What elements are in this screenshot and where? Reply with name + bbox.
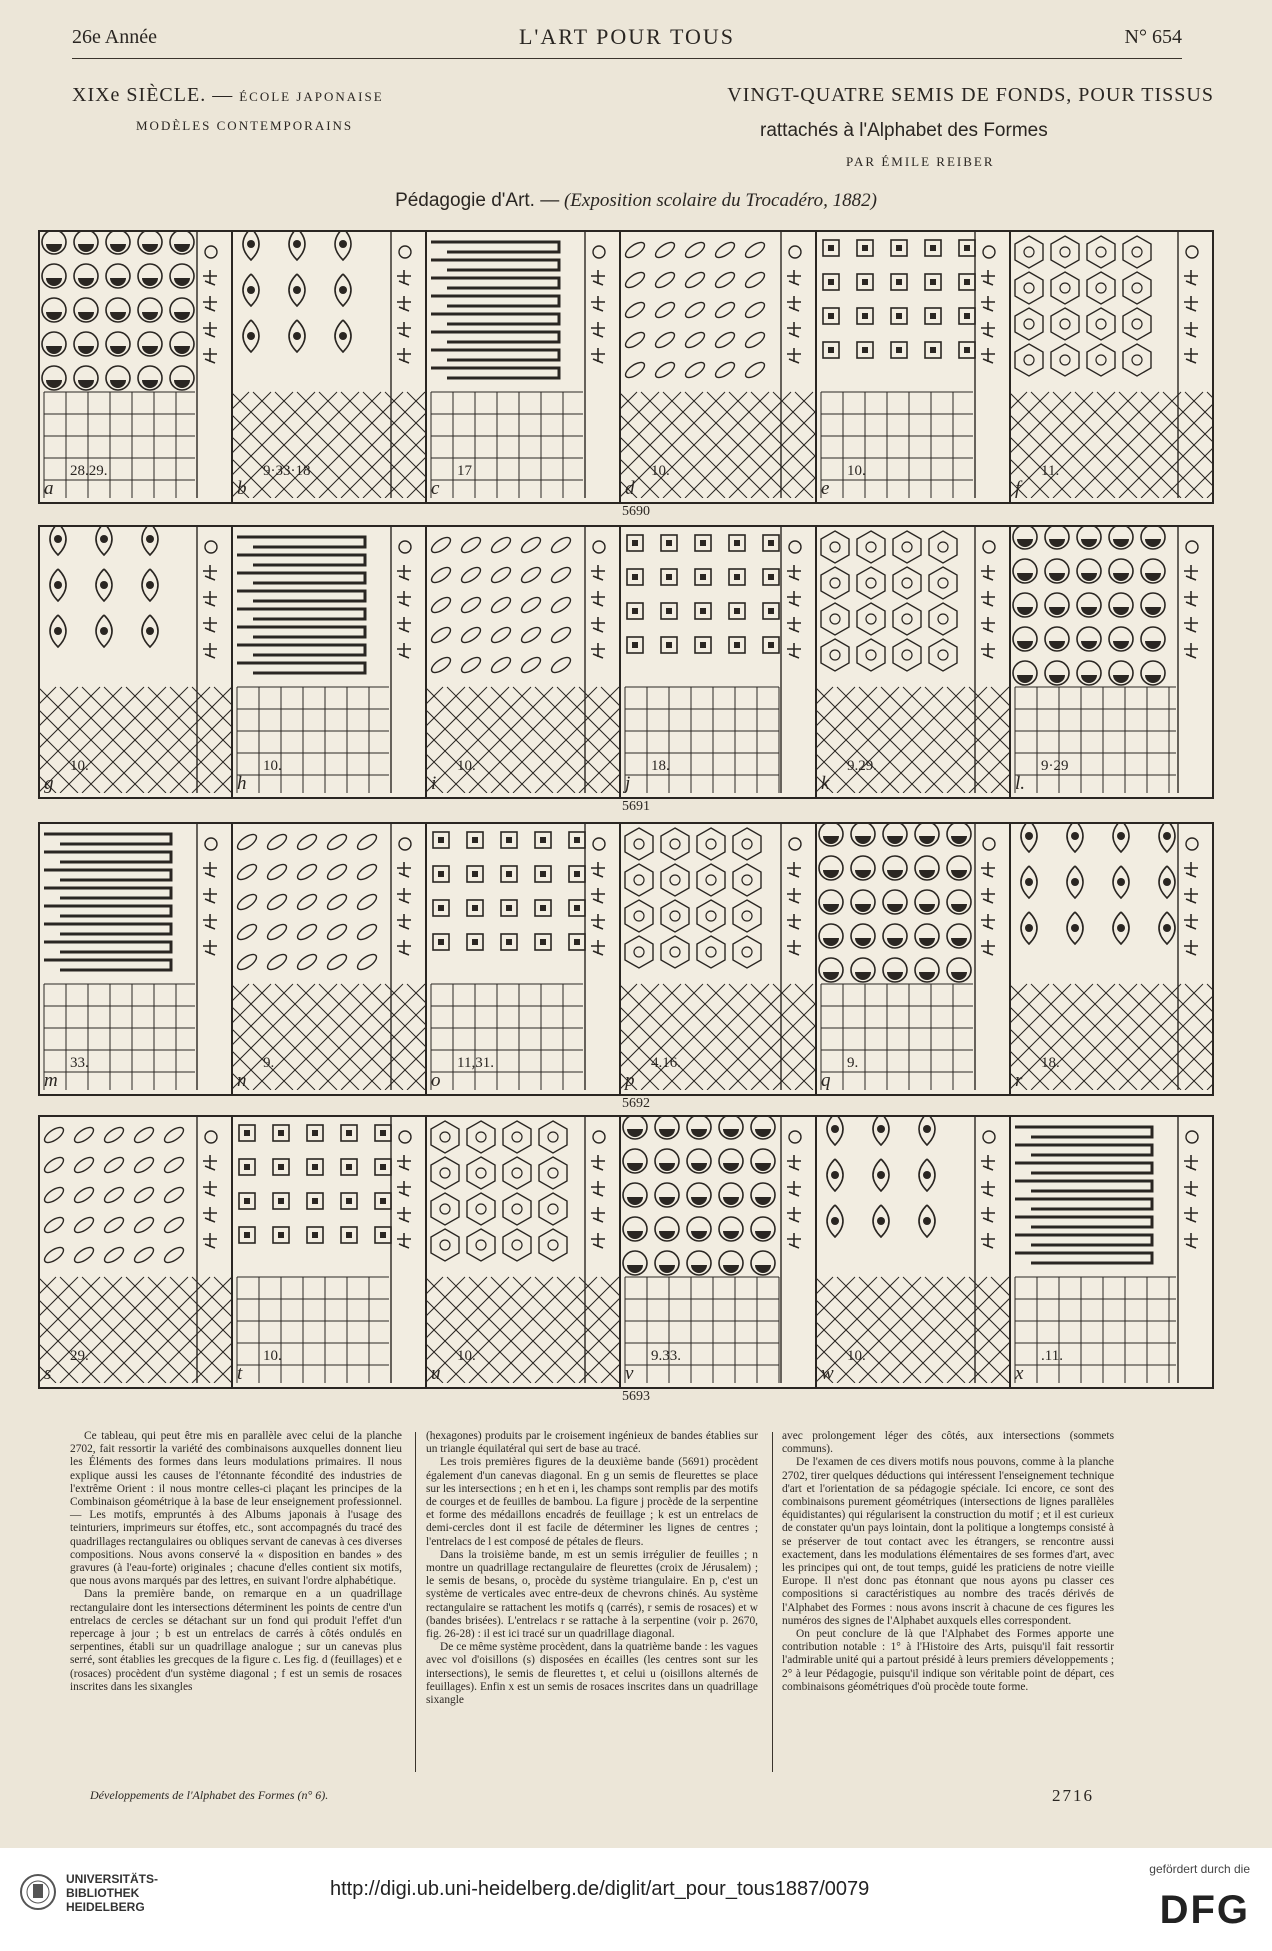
panel-letter: w — [821, 1363, 834, 1384]
pattern-panel — [1009, 824, 1212, 1094]
pattern-drawing — [40, 1117, 231, 1383]
paragraph: Les trois premières figures de la deuxième bande (5691) procèdent également d'un canevas diagonal. En g un semis de fleurettes se place sur les intersections ; en h et en i, les champs sont remplis par des motifs de courges et de feuilles de bambou. La figure j procède de la serpentine et forme des médaillons encadrés de feuillage ; k est un entrelacs de demi-cercles dont il est facile de déterminer les lignes de centres ; l'entrelacs de l est composé de pétales de fleurs. — [426, 1456, 758, 1548]
panel-letter: d — [625, 478, 635, 499]
panel-letter: i — [431, 773, 437, 794]
pattern-drawing — [817, 1117, 1009, 1383]
pattern-drawing — [621, 527, 815, 793]
pattern-panel — [619, 824, 815, 1094]
pattern-drawing — [817, 527, 1009, 793]
paragraph: Dans la troisième bande, m est un semis irrégulier de feuilles ; n montre un quadrillage rectangulaire de fleurettes (croix de Jérusalem) ; le semis de besans, o, procède du système triangulaire. En p, c'est un système de verticales avec entre-deux de chevrons chinés. Au système rectangulaire se rattachent les motifs q (carrés), r semis de rosaces) et w (bandes brisées). L'entrelacs r se rattache à la serpentine (voir p. 2670, fig. 26-28) : il est ici tracé sur un quadrillage diagonal. — [426, 1548, 758, 1641]
pattern-panel — [1009, 232, 1212, 502]
pattern-drawing — [621, 232, 815, 498]
pattern-drawing — [1011, 1117, 1212, 1383]
pattern-panel — [815, 232, 1009, 502]
plate-number: 2716 — [1052, 1786, 1094, 1805]
panel-number: 4.16. — [651, 1055, 681, 1071]
panel-number: 10. — [263, 1348, 282, 1364]
panel-number: 10. — [70, 758, 89, 774]
pattern-panel — [619, 527, 815, 797]
pattern-band — [38, 822, 1214, 1096]
panel-letter: a — [44, 478, 54, 499]
panel-letter: f — [1015, 478, 1021, 499]
pattern-drawing — [817, 232, 1009, 498]
paragraph: avec prolongement léger des côtés, aux intersections (sommets communs). — [782, 1430, 1114, 1456]
column-2 — [426, 1430, 758, 1707]
institution-line: HEIDELBERG — [66, 1900, 145, 1914]
pattern-panel — [40, 1117, 231, 1387]
pattern-panel — [425, 232, 619, 502]
pattern-panel — [231, 527, 425, 797]
exposition-label: (Exposition scolaire du Trocadéro, 1882) — [563, 190, 877, 211]
pattern-drawing — [621, 1117, 815, 1383]
panel-letter: b — [237, 478, 247, 499]
band-number: 5690 — [622, 504, 650, 519]
panel-number: 11,31. — [457, 1055, 494, 1071]
dfg-logo: DFG — [1159, 1888, 1250, 1932]
subtitle: MODÈLES CONTEMPORAINS — [136, 118, 354, 133]
institution-line: UNIVERSITÄTS- — [66, 1872, 159, 1886]
panel-number: 9.29. — [847, 758, 877, 774]
pedagogie-line — [0, 190, 1272, 212]
pattern-drawing — [40, 824, 231, 1090]
paragraph: (hexagones) produits par le croisement ingénieux de bandes établies sur un triangle équilatéral qui sert de base au tracé. — [426, 1430, 758, 1456]
panel-number: 29. — [70, 1348, 89, 1364]
attached-line: rattachés à l'Alphabet des Formes — [760, 120, 1048, 141]
pattern-panel — [231, 232, 425, 502]
pattern-drawing — [40, 232, 231, 498]
panel-number: 10. — [263, 758, 282, 774]
paragraph: De ce même système procèdent, dans la quatrième bande : les vagues avec vol d'oisillons (s) disposées en écailles (les centres sont sur les intersections), le semis de fleurettes t, et celui u (oisillons alternés de feuillages). Enfin x est un semis de rosaces inscrites dans un quadrillage sixangle — [426, 1641, 758, 1707]
pattern-panel — [231, 1117, 425, 1387]
pattern-drawing — [233, 824, 425, 1090]
panel-number: 10. — [457, 1348, 476, 1364]
pattern-drawing — [233, 232, 425, 498]
pattern-drawing — [1011, 527, 1212, 793]
column-3 — [782, 1430, 1114, 1694]
panel-number: 18. — [1041, 1055, 1060, 1071]
panel-number: 28.29. — [70, 463, 108, 479]
pattern-band — [38, 1115, 1214, 1389]
author-line: PAR ÉMILE REIBER — [846, 154, 995, 169]
panel-letter: c — [431, 478, 440, 499]
pedagogie-label: Pédagogie d'Art. — — [395, 190, 560, 211]
panel-letter: e — [821, 478, 830, 499]
panel-number: 17 — [457, 463, 472, 479]
funded-by-label: gefördert durch die — [1149, 1862, 1250, 1876]
panel-letter: u — [431, 1363, 441, 1384]
pattern-panel — [40, 232, 231, 502]
pattern-drawing — [233, 527, 425, 793]
panel-letter: k — [821, 773, 830, 794]
panel-number: .11. — [1041, 1348, 1063, 1364]
panel-letter: n — [237, 1070, 247, 1091]
panel-letter: q — [821, 1070, 831, 1091]
panel-number: 33. — [70, 1055, 89, 1071]
pattern-panel — [815, 824, 1009, 1094]
paragraph: On peut conclure de là que l'Alphabet des Formes apporte une contribution notable : 1° à l'Histoire des Arts, puisqu'il fait ressortir l'admirable unité qui a partout présidé à leurs premiers développements ; 2° à leur Pédagogie, puisqu'il indique son véritable point de départ, ces combinaisons géométriques d'où procède toute forme. — [782, 1628, 1114, 1693]
paragraph: Dans la première bande, on remarque en a un quadrillage rectangulaire dont les intersections déterminent les points de centre d'un entrelacs de cercles se détachant sur un fond qui produit l'effet d'un repercage à jour ; b est un entrelacs de carrés à côtés ondulés en serpentines, établi sur un quadrillage analogue ; sur un canevas plus serré, sont établies les grecques de la figure c. Les fig. d (feuillages) et e (rosaces) procèdent d'un système diagonal ; f est un semis de rosaces inscrites dans les sixangles — [70, 1588, 402, 1693]
header-number: N° 654 — [1124, 26, 1182, 48]
pattern-drawing — [427, 527, 619, 793]
pattern-drawing — [621, 824, 815, 1090]
panel-letter: r — [1015, 1070, 1023, 1091]
pattern-drawing — [427, 232, 619, 498]
pattern-drawing — [233, 1117, 425, 1383]
panel-number: 18. — [651, 758, 670, 774]
panel-number: 9·29 — [1041, 758, 1069, 774]
pattern-drawing — [427, 824, 619, 1090]
institution-name — [66, 1872, 158, 1914]
panel-number: 10. — [457, 758, 476, 774]
pattern-panel — [40, 527, 231, 797]
panel-number: 11. — [1041, 463, 1060, 479]
pattern-drawing — [427, 1117, 619, 1383]
panel-letter: l. — [1015, 773, 1026, 794]
title-dash: — — [212, 84, 234, 106]
panel-number: 9.33. — [651, 1348, 681, 1364]
column-rule — [772, 1432, 773, 1772]
panel-number: 9·33·18 — [263, 463, 311, 479]
pattern-panel — [425, 824, 619, 1094]
panel-letter: h — [237, 773, 247, 794]
pattern-drawing — [817, 824, 1009, 1090]
pattern-panel — [619, 1117, 815, 1387]
pattern-drawing — [40, 527, 231, 793]
century: XIXe SIÈCLE. — [72, 84, 207, 106]
panel-letter: o — [431, 1070, 441, 1091]
pattern-panel — [425, 527, 619, 797]
school: ÉCOLE JAPONAISE — [239, 89, 384, 104]
paragraph: Ce tableau, qui peut être mis en parallèle avec celui de la planche 2702, fait ressortir la variété des combinaisons auxquelles donnent lieu les Éléments des formes dans leurs modulations primaires. Il nous explique aussi les causes de l'étonnante fécondité des industries de l'extrême Orient : il nous montre celles-ci plaçant les principes de la Combinaison géométrique à la base de leur enseignement professionnel. — Les motifs, empruntés à des Albums japonais à l'usage des teinturiers, imprimeurs sur étoffes, etc., sont accompagnés du tracé des quadrillages rectangulaires ou obliques servant de canevas à ces diverses compositions. Nous avons conservé la « disposition en bandes » des gravures (à l'eau-forte) originales ; chacune d'elles contient six motifs, que nous avons marqués par des lettres, en suivant l'ordre alphabétique. — [70, 1430, 402, 1588]
pattern-panel — [231, 824, 425, 1094]
pattern-panel — [815, 527, 1009, 797]
pattern-band — [38, 525, 1214, 799]
column-rule — [415, 1432, 416, 1772]
pattern-panel — [1009, 1117, 1212, 1387]
main-title: VINGT-QUATRE SEMIS DE FONDS, POUR TISSUS — [727, 84, 1214, 106]
panel-letter: x — [1015, 1363, 1024, 1384]
century-line — [72, 84, 384, 107]
pattern-band — [38, 230, 1214, 504]
panel-letter: t — [237, 1363, 243, 1384]
panel-letter: j — [625, 773, 631, 794]
pattern-panel — [425, 1117, 619, 1387]
panel-number: 10. — [651, 463, 670, 479]
library-strip — [0, 1848, 1272, 1951]
footer-caption: Développements de l'Alphabet des Formes (n° 6). — [90, 1788, 329, 1802]
pattern-panel — [40, 824, 231, 1094]
panel-number: 10. — [847, 463, 866, 479]
header-journal: L'ART POUR TOUS — [518, 24, 736, 49]
pattern-panel — [1009, 527, 1212, 797]
panel-letter: v — [625, 1363, 634, 1384]
band-number: 5691 — [622, 799, 650, 814]
permalink[interactable]: http://digi.ub.uni-heidelberg.de/diglit/art_pour_tous1887/0079 — [330, 1878, 870, 1900]
band-number: 5692 — [622, 1096, 650, 1111]
running-header — [72, 24, 1182, 59]
pattern-panel — [815, 1117, 1009, 1387]
panel-number: 9. — [263, 1055, 275, 1071]
pattern-panel — [619, 232, 815, 502]
column-1 — [70, 1430, 402, 1694]
panel-letter: p — [625, 1070, 635, 1091]
institution-line: BIBLIOTHEK — [66, 1886, 140, 1900]
university-seal-icon — [18, 1872, 58, 1912]
pattern-drawing — [1011, 232, 1212, 498]
panel-number: 9. — [847, 1055, 859, 1071]
band-number: 5693 — [622, 1389, 650, 1404]
paragraph: De l'examen de ces divers motifs nous pouvons, comme à la planche 2702, tirer quelques déductions qui intéressent l'enseignement technique d'art et l'orientation de sa pédagogie spéciale. Ici encore, ce sont des combinaisons purement géométriques (intersections de lignes parallèles équidistantes) qui régularisent la construction du motif ; et il est curieux de constater qu'un pays lointain, dont la politique a longtemps consisté à se préserver de tout contact avec les étrangers, se rencontre aussi exactement, dans les modulations élémentaires de ses formes d'art, avec les principes qui ont, de tout temps, guidé les praticiens de notre vieille Europe. Il n'est donc pas étonnant que nous ayons pu classer ces compositions si caractéristiques au nombre des tracés dérivés de l'Alphabet des Formes : nous avons inscrit à chacune de ces figures les numéros des signes de l'Alphabet auxquels elles correspondent. — [782, 1456, 1114, 1627]
pattern-drawing — [1011, 824, 1212, 1090]
panel-letter: s — [44, 1363, 52, 1384]
panel-letter: m — [44, 1070, 58, 1091]
panel-number: 10. — [847, 1348, 866, 1364]
panel-letter: g — [44, 773, 54, 794]
header-year: 26e Année — [72, 26, 157, 48]
